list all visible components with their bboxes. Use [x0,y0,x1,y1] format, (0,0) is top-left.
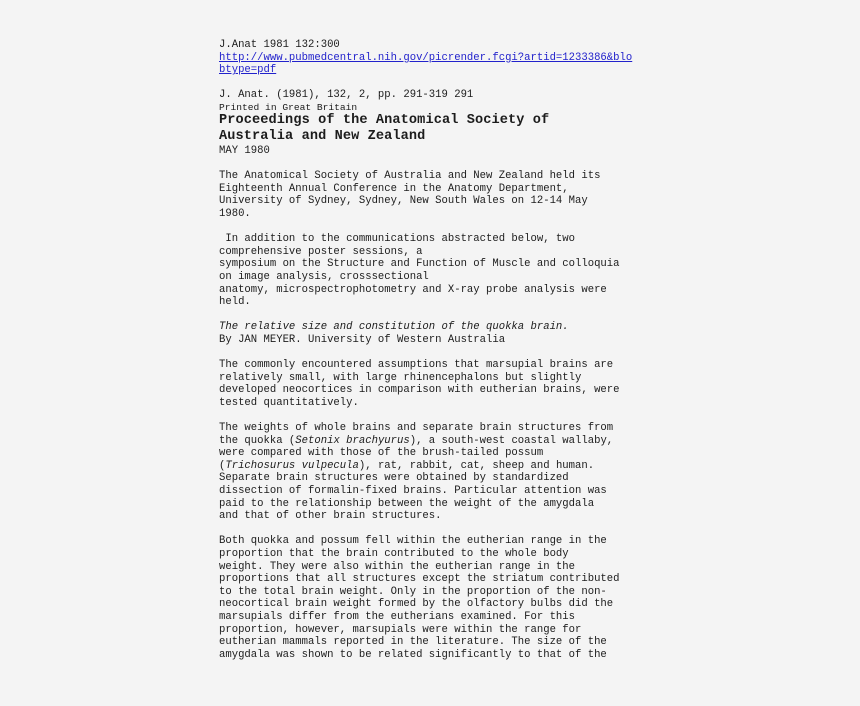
text-segment: ), a south-west coastal wallaby, [409,434,614,447]
paragraph-results [219,535,649,661]
text-line: symposium on the Structure and Function of Muscle and colloquia [219,258,620,271]
text-line: anatomy, microspectrophotometry and X-ray probe analysis were [219,283,607,296]
paragraph-sessions [219,233,649,309]
species-name-quokka: Setonix brachyurus [295,434,410,447]
source-url-line-1[interactable]: http://www.pubmedcentral.nih.gov/picrender.fcgi?artid=1233386&blo [219,51,633,64]
text-line: comprehensive poster sessions, a [219,245,423,258]
text-line: and that of other brain structures. [219,510,442,523]
text-line: relatively small, with large rhinencephalons but slightly [219,371,582,384]
text-line: tested quantitatively. [219,396,359,409]
paragraph-assumptions [219,359,649,409]
abstract-author: By JAN MEYER. University of Western Australia [219,333,506,346]
text-line: were compared with those of the brush-tailed possum [219,447,544,460]
text-line: proportion, however, marsupials were within the range for [219,623,582,636]
journal-reference: J. Anat. (1981), 132, 2, pp. 291-319 291 [219,89,474,102]
text-line: eutherian mammals reported in the literature. The size of the [219,636,607,649]
text-line: Both quokka and possum fell within the eutherian range in the [219,535,607,548]
text-line: proportions that all structures except the striatum contributed [219,573,620,586]
text-line: In addition to the communications abstracted below, two [219,233,576,246]
text-line: dissection of formalin-fixed brains. Particular attention was [219,485,607,497]
text-line: to the total brain weight. Only in the proportion of the non- [219,585,607,598]
text-line: on image analysis, crosssectional [219,270,429,283]
text-line: amygdala was shown to be related significantly to that of the [219,648,607,661]
text-segment: the quokka ( [219,434,296,447]
text-line: held. [219,296,251,309]
source-url-line-2[interactable]: btype=pdf [219,64,277,77]
species-name-possum: Trichosurus vulpecula [225,459,359,472]
text-line: Eighteenth Annual Conference in the Anatomy Department, [219,182,569,195]
text-segment: ), rat, rabbit, cat, sheep and human. [358,459,595,472]
text-line: 1980. [219,207,251,220]
paragraph-methods [219,422,649,523]
text-line: University of Sydney, Sydney, New South Wales on 12-14 May [219,195,588,208]
text-line: proportion that the brain contributed to the whole body [219,547,569,560]
text-line: marsupials differ from the eutherians examined. For this [219,610,576,623]
citation-line: J.Anat 1981 132:300 [219,39,340,51]
text-line: paid to the relationship between the weight of the amygdala [219,497,595,510]
text-line: neocortical brain weight formed by the olfactory bulbs did the [219,598,614,611]
proceedings-title-line-2: Australia and New Zealand [219,128,426,144]
abstract-title: The relative size and constitution of the quokka brain. [219,321,569,334]
meeting-date: MAY 1980 [219,144,270,157]
text-line: developed neocortices in comparison with eutherian brains, were [219,384,620,397]
text-line [219,460,649,473]
proceedings-title-line-1: Proceedings of the Anatomical Society of [219,112,550,128]
text-line: weight. They were also within the eutherian range in the [219,560,576,573]
printed-note: Printed in Great Britain [219,101,358,113]
text-line: The commonly encountered assumptions that marsupial brains are [219,359,614,372]
text-line: Separate brain structures were obtained by standardized [219,472,569,485]
text-line: The weights of whole brains and separate brain structures from [219,422,614,435]
text-line: The Anatomical Society of Australia and New Zealand held its [219,170,601,183]
document-body [219,39,649,661]
paragraph-intro [219,170,649,220]
text-line [219,435,649,448]
text-segment: ( [219,459,226,472]
